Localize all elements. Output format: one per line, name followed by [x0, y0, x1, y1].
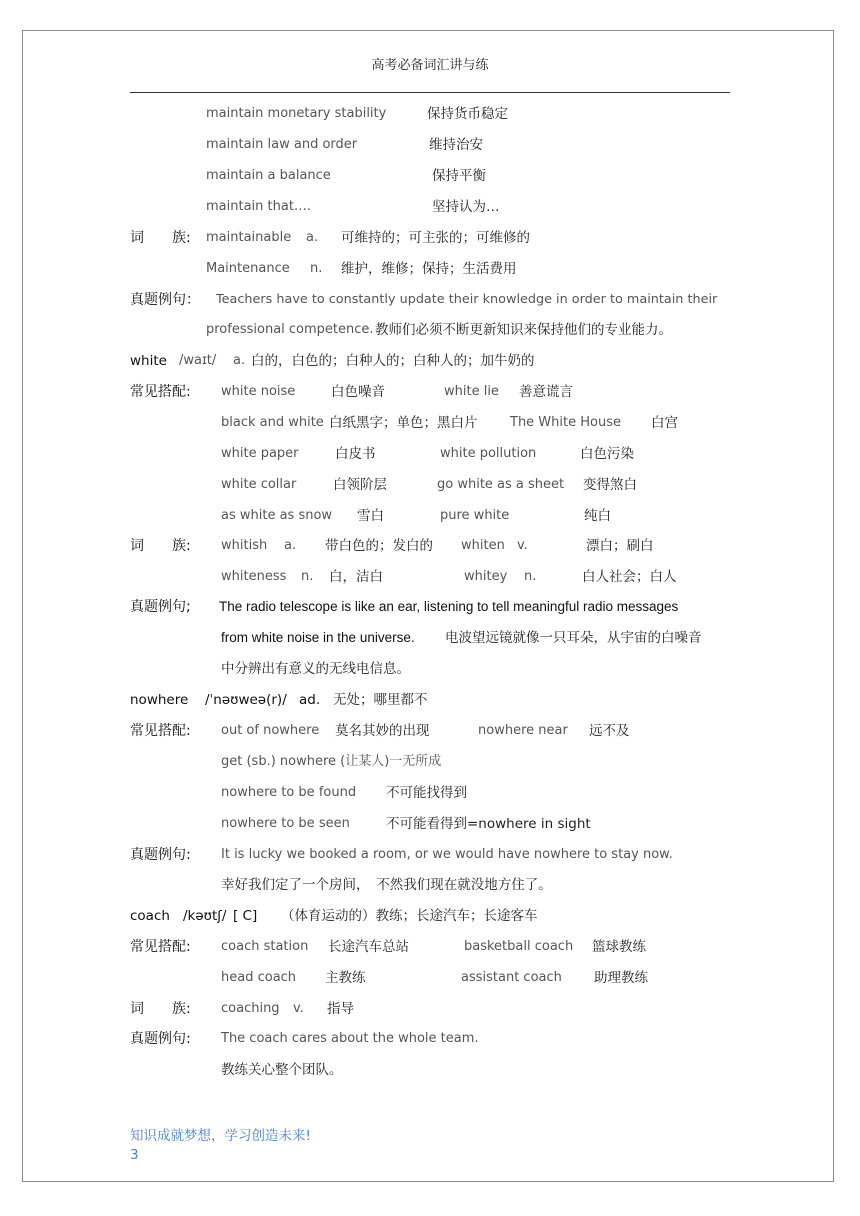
collocation-label: 常见搭配: [130, 723, 191, 739]
collocation-cn: 篮球教练 [592, 939, 646, 955]
collocation-en: nowhere near [478, 723, 568, 738]
collocation-en: get (sb.) nowhere (让某人)一无所成 [221, 754, 442, 769]
definition: 无处；哪里都不 [333, 692, 428, 708]
collocation-cn: 维持治安 [429, 137, 483, 153]
collocation-en: black and white [221, 415, 324, 430]
collocation-en: maintain law and order [206, 137, 358, 152]
header-divider [130, 92, 730, 93]
page-number: 3 [130, 1147, 139, 1163]
family-pos: n. [524, 569, 537, 584]
collocation-cn: 保持平衡 [432, 168, 486, 184]
example-label: 真题例句; [130, 599, 191, 615]
collocation-label: 常见搭配: [130, 939, 191, 955]
example-sentence-en: from white noise in the universe. [221, 630, 415, 645]
collocation-en: head coach [221, 970, 297, 985]
family-meaning: 带白色的；发白的 [325, 538, 433, 554]
collocation-cn: 白领阶层 [333, 477, 387, 493]
collocation-cn: 善意谎言 [519, 384, 573, 400]
example-label: 真题例句： [130, 292, 200, 308]
family-word: whitish [221, 538, 268, 553]
noun-tag: [ C] [233, 908, 258, 924]
collocation-label: 常见搭配: [130, 384, 191, 400]
collocation-cn: 坚持认为… [432, 199, 500, 215]
footer-slogan: 知识成就梦想，学习创造未来! [130, 1128, 311, 1144]
family-word: coaching [221, 1001, 280, 1016]
collocation-en: assistant coach [461, 970, 562, 985]
phonetic: /kəʊtʃ/ [183, 908, 227, 924]
definition: （体育运动的）教练；长途汽车；长途客车 [281, 908, 538, 924]
collocation-en: pure white [440, 508, 510, 523]
collocation-cn: 莫名其妙的出现 [335, 723, 430, 739]
phonetic: /ˈnəʊweə(r)/ [205, 692, 287, 708]
collocation-en: basketball coach [464, 939, 574, 954]
family-pos: v. [293, 1001, 304, 1016]
part-of-speech: a. [233, 353, 246, 368]
family-word: whiteness [221, 569, 287, 584]
example-sentence-en: It is lucky we booked a room, or we would have nowhere to stay now. [221, 847, 673, 862]
example-label: 真题例句: [130, 1031, 191, 1047]
example-sentence-cn: 幸好我们定了一个房间， 不然我们现在就没地方住了。 [221, 877, 552, 893]
example-sentence-cn: 教师们必须不断更新知识来保持他们的专业能力。 [375, 322, 672, 338]
collocation-en: white noise [221, 384, 296, 399]
word-family-label: 词 族: [130, 230, 191, 246]
family-pos: n. [310, 261, 323, 276]
collocation-cn: 白纸黑字；单色；黑白片 [329, 415, 478, 431]
family-word: whitey [464, 569, 508, 584]
collocation-en: go white as a sheet [437, 477, 565, 492]
family-word: Maintenance [206, 261, 290, 276]
collocation-cn: 不可能看得到=nowhere in sight [386, 816, 591, 832]
family-word: whiten [461, 538, 505, 553]
word-family-label: 词 族: [130, 1001, 191, 1017]
collocation-en: nowhere to be seen [221, 816, 350, 831]
word-family-label: 词 族: [130, 538, 191, 554]
collocation-cn: 雪白 [357, 508, 384, 524]
collocation-cn: 助理教练 [594, 970, 648, 986]
collocation-cn: 不可能找得到 [386, 785, 467, 801]
collocation-cn: 保持货币稳定 [427, 106, 508, 122]
family-meaning: 白人社会；白人 [582, 569, 677, 585]
example-sentence-cn: 教练关心整个团队。 [221, 1062, 343, 1078]
family-pos: v. [517, 538, 528, 553]
collocation-en: white pollution [440, 446, 537, 461]
example-sentence-cn: 电波望远镜就像一只耳朵，从宇宙的白噪音 [445, 630, 702, 646]
collocation-cn: 白宫 [651, 415, 678, 431]
example-sentence-cn: 中分辨出有意义的无线电信息。 [221, 661, 410, 677]
collocation-en: maintain a balance [206, 168, 331, 183]
headword: nowhere [130, 692, 189, 708]
collocation-cn: 长途汽车总站 [328, 939, 409, 955]
example-sentence-en: The radio telescope is like an ear, listening to tell meaningful radio messages [219, 599, 679, 614]
collocation-cn: 白色噪音 [331, 384, 385, 400]
collocation-en: white lie [444, 384, 499, 399]
family-meaning: 指导 [327, 1001, 354, 1017]
headword: white [130, 353, 167, 369]
definition: 白的，白色的；白种人的；白种人的；加牛奶的 [251, 353, 535, 369]
family-meaning: 维护，维修；保持；生活费用 [341, 261, 517, 277]
phonetic: /waɪt/ [179, 353, 217, 368]
example-label: 真题例句: [130, 847, 191, 863]
family-pos: a. [306, 230, 319, 245]
collocation-cn: 白皮书 [335, 446, 376, 462]
collocation-en: maintain monetary stability [206, 106, 387, 121]
headword: coach [130, 908, 170, 924]
page-header-title: 高考必备词汇讲与练 [371, 58, 489, 73]
collocation-cn: 变得煞白 [583, 477, 637, 493]
example-sentence-en: The coach cares about the whole team. [221, 1031, 479, 1046]
family-word: maintainable [206, 230, 292, 245]
example-sentence-en: Teachers have to constantly update their knowledge in order to maintain their [216, 292, 718, 307]
collocation-en: nowhere to be found [221, 785, 357, 800]
collocation-en: as white as snow [221, 508, 333, 523]
family-meaning: 可维持的；可主张的；可维修的 [341, 230, 530, 246]
family-meaning: 漂白；刷白 [586, 538, 654, 554]
family-pos: a. [284, 538, 297, 553]
collocation-en: maintain that…. [206, 199, 312, 214]
collocation-en: white paper [221, 446, 299, 461]
collocation-en: The White House [510, 415, 621, 430]
family-meaning: 白，洁白 [329, 569, 383, 585]
collocation-cn: 白色污染 [580, 446, 634, 462]
collocation-cn: 纯白 [584, 508, 611, 524]
collocation-en: white collar [221, 477, 297, 492]
example-sentence-en: professional competence. [206, 322, 374, 337]
collocation-en: out of nowhere [221, 723, 320, 738]
collocation-cn: 远不及 [589, 723, 630, 739]
part-of-speech: ad. [299, 692, 321, 708]
family-pos: n. [301, 569, 314, 584]
collocation-cn: 主教练 [325, 970, 366, 986]
collocation-en: coach station [221, 939, 309, 954]
